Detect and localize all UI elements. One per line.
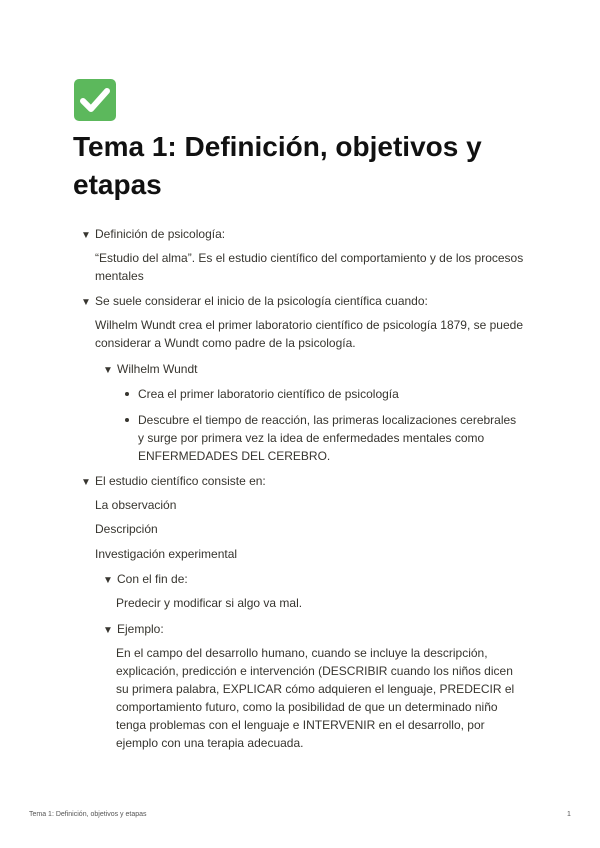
toggle-wilhelm-wundt[interactable]: ▼ Wilhelm Wundt [103, 360, 197, 380]
bullet-icon [125, 392, 129, 396]
list-item: Crea el primer laboratorio científico de psicología [138, 387, 399, 401]
paragraph-line: explicación, predicción e intervención (DESCRIBIR cuando los niños dicen [116, 664, 513, 678]
paragraph-line: La observación [95, 498, 177, 512]
list-item: Descubre el tiempo de reacción, las primeras localizaciones cerebrales [138, 413, 517, 427]
page-number: 1 [567, 811, 571, 818]
paragraph-line: tenga problemas con el lenguaje e INTERVENIR en el desarrollo, por [116, 718, 485, 732]
toggle-inicio[interactable]: ▼ Se suele considerar el inicio de la psicología científica cuando: [81, 292, 428, 312]
paragraph-line: Wilhelm Wundt crea el primer laboratorio científico de psicología 1879, se puede [95, 318, 524, 332]
list-item: y surge por primera vez la idea de enfermedades mentales como [138, 431, 485, 445]
white-check-mark-icon [74, 79, 116, 121]
toggle-ejemplo[interactable]: ▼ Ejemplo: [103, 620, 164, 640]
paragraph-line: Descripción [95, 522, 158, 536]
triangle-down-icon: ▼ [103, 365, 113, 376]
footer-title: Tema 1: Definición, objetivos y etapas [29, 811, 147, 818]
paragraph-line: su primera palabra, EXPLICAR cómo adquieren el lenguaje, PREDECIR el [116, 682, 515, 696]
paragraph-line: ejemplo con una terapia adecuada. [116, 736, 304, 750]
triangle-down-icon: ▼ [81, 230, 91, 241]
toggle-estudio-cientifico[interactable]: ▼ El estudio científico consiste en: [81, 472, 266, 492]
paragraph-line: “Estudio del alma”. Es el estudio científico del comportamiento y de los procesos [95, 251, 524, 265]
page-title: Tema 1: Definición, objetivos y etapas [73, 131, 482, 200]
toggle-con-el-fin[interactable]: ▼ Con el fin de: [103, 570, 188, 590]
triangle-down-icon: ▼ [103, 625, 113, 636]
paragraph-line: Investigación experimental [95, 547, 238, 561]
bullet-icon [125, 418, 129, 422]
paragraph-line: considerar a Wundt como padre de la psicología. [95, 336, 356, 350]
triangle-down-icon: ▼ [103, 575, 113, 586]
paragraph-line: Predecir y modificar si algo va mal. [116, 596, 303, 610]
triangle-down-icon: ▼ [81, 297, 91, 308]
list-item: ENFERMEDADES DEL CEREBRO. [138, 449, 331, 463]
triangle-down-icon: ▼ [81, 477, 91, 488]
toggle-definicion[interactable]: ▼ Definición de psicología: [81, 225, 225, 245]
paragraph-line: En el campo del desarrollo humano, cuando se incluye la descripción, [116, 646, 488, 660]
paragraph-line: comportamiento futuro, como la posibilidad de que un determinado niño [116, 700, 498, 714]
paragraph-line: mentales [95, 269, 144, 283]
